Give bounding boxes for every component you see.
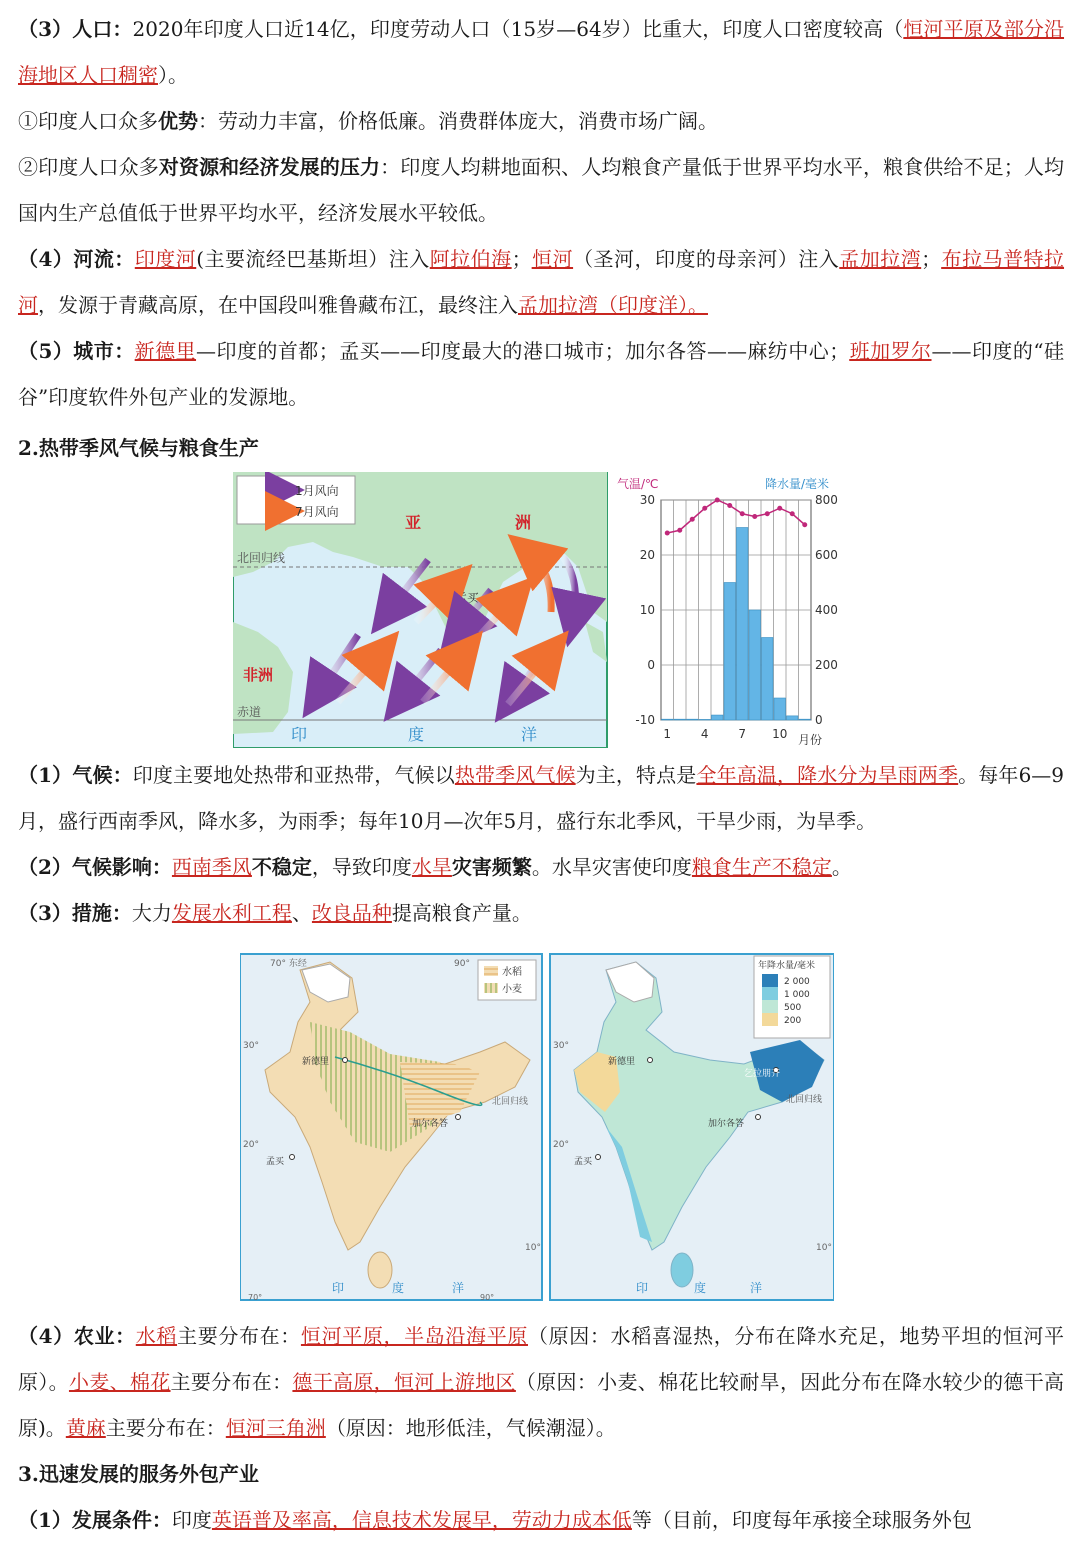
temperature-point	[665, 531, 670, 536]
section-2-heading: 2.热带季风气候与粮食生产	[18, 436, 259, 460]
precipitation-bar	[737, 528, 749, 721]
population-paragraph: （3）人口：2020年印度人口近14亿，印度劳动人口（15岁—64岁）比重大，印度人口密度较高（恒河平原及部分沿海地区人口稠密）。	[18, 17, 1065, 87]
impact-paragraph: （2）气候影响：西南季风不稳定，导致印度水旱灾害频繁。水旱灾害使印度粮食生产不稳定。	[18, 855, 852, 879]
ocean-label-3: 洋	[452, 1281, 465, 1295]
lat10-label: 10°	[816, 1243, 832, 1253]
y-left-tick-label: -10	[635, 713, 655, 727]
climate-chart	[617, 476, 838, 747]
legend-wheat-swatch	[484, 983, 498, 993]
rivers-paragraph: （4）河流：印度河(主要流经巴基斯坦）注入阿拉伯海；恒河（圣河，印度的母亲河）注入孟加拉湾；布拉马普特拉河，发源于青藏高原，在中国段叫雅鲁藏布江，最终注入孟加拉湾（印度洋）。	[18, 247, 1065, 317]
agriculture-paragraph: （4）农业：水稻主要分布在：恒河平原，半岛沿海平原（原因：水稻喜湿热，分布在降水充足，地势平坦的恒河平原）。小麦、棉花主要分布在：德干高原，恒河上游地区（原因：小麦、棉花比较耐旱，因此分布在降水较少的德干高原)。黄麻主要分布在：恒河三角洲（原因：地形低洼，气候潮湿）。	[18, 1324, 1065, 1440]
temperature-point	[677, 528, 682, 533]
cherrapunji-label: 乞拉朋齐	[744, 1069, 781, 1079]
ocean-label-2: 度	[392, 1281, 405, 1295]
ocean-label-3: 洋	[750, 1281, 763, 1295]
precipitation-bar	[724, 583, 736, 721]
india-population-section	[18, 6, 1064, 420]
y-left-tick-label: 20	[639, 548, 655, 562]
legend-1000: 1 000	[784, 990, 810, 1000]
legend-swatch-2000	[762, 974, 778, 987]
legend-swatch-1000	[762, 987, 778, 1000]
climate-section	[18, 752, 1064, 936]
y-left-tick-label: 30	[639, 493, 655, 507]
legend-jul-label: 7月风向	[295, 505, 339, 519]
temperature-point	[702, 506, 707, 511]
temperature-point	[802, 522, 807, 527]
lat20-label: 20°	[553, 1140, 569, 1150]
legend-rice-label: 水稻	[502, 967, 522, 978]
x-tick-label: 7	[738, 727, 747, 741]
y-right-tick-label: 600	[815, 548, 838, 562]
population-label: （3）人口：	[18, 17, 133, 41]
precipitation-bar	[662, 719, 674, 720]
kolkata-dot	[456, 1115, 461, 1120]
temperature-point	[790, 511, 795, 516]
precipitation-bar	[687, 719, 699, 720]
ocean-label-1: 印	[332, 1281, 345, 1295]
temperature-point	[752, 514, 757, 519]
y-left-tick-label: 0	[647, 658, 655, 672]
mumbai-label: 孟买	[455, 591, 480, 605]
legend-2000: 2 000	[784, 977, 810, 987]
legend-200: 200	[784, 1016, 802, 1026]
ocean-label-3: 洋	[521, 725, 538, 744]
asia-label-2: 洲	[515, 513, 532, 532]
lat30-label: 30°	[243, 1041, 259, 1051]
legend-swatch-500	[762, 1000, 778, 1013]
legend-wheat-label: 小麦	[502, 984, 522, 995]
monsoon-figure	[233, 472, 846, 748]
india-maps-svg	[240, 952, 834, 1304]
y-right-tick-label: 800	[815, 493, 838, 507]
sri-lanka-crop	[368, 1252, 392, 1288]
precipitation-bar	[749, 610, 761, 720]
legend-500: 500	[784, 1003, 802, 1013]
climate-paragraph: （1）气候：印度主要地处热带和亚热带，气候以热带季风气候为主，特点是全年高温，降水分为旱雨两季。每年6—9月，盛行西南季风，降水多，为雨季；每年10月—次年5月，盛行东北季风，干旱少雨，为旱季。	[18, 763, 1065, 833]
population-advantage: ①印度人口众多优势：劳动力丰富，价格低廉。消费群体庞大，消费市场广阔。	[18, 109, 718, 133]
temperature-point	[777, 506, 782, 511]
kolkata-dot	[756, 1115, 761, 1120]
asia-label-1: 亚	[405, 513, 422, 532]
lat20-label: 20°	[243, 1140, 259, 1150]
y-left-tick-label: 10	[639, 603, 655, 617]
mumbai-dot	[448, 595, 454, 601]
africa-label: 非洲	[243, 666, 274, 684]
precipitation-bar	[774, 698, 786, 720]
temperature-point	[690, 517, 695, 522]
y-right-tick-label: 400	[815, 603, 838, 617]
ocean-label-1: 印	[636, 1281, 649, 1295]
temperature-point	[715, 498, 720, 503]
chart-xlabel: 月份	[798, 733, 823, 747]
x-tick-label: 1	[663, 727, 672, 741]
crop-map	[240, 954, 542, 1302]
temperature-point	[765, 511, 770, 516]
newdelhi-dot	[648, 1058, 653, 1063]
section-2	[18, 425, 1064, 471]
temperature-point	[740, 511, 745, 516]
lon90-label: 90°	[454, 959, 470, 969]
temperature-point	[727, 503, 732, 508]
chart-ylabel-left: 气温/℃	[617, 477, 659, 491]
measures-paragraph: （3）措施：大力发展水利工程、改良品种提高粮食产量。	[18, 901, 532, 925]
legend-jan-label: 1月风向	[295, 484, 339, 498]
mumbai-label: 孟买	[574, 1157, 593, 1167]
precipitation-bar	[799, 719, 811, 720]
x-tick-label: 4	[700, 727, 709, 741]
india-maps-figure	[240, 952, 834, 1304]
precipitation-bar	[712, 715, 724, 720]
population-density-answer: 恒河平原及部分沿海地区人口稠密	[18, 17, 1065, 87]
newdelhi-label: 新德里	[608, 1057, 636, 1067]
legend-swatch-200	[762, 1013, 778, 1026]
section-3-heading: 3.迅速发展的服务外包产业	[18, 1462, 259, 1486]
mumbai-dot	[290, 1155, 295, 1160]
rainfall-map	[550, 954, 834, 1300]
tropic-label: 北回归线	[492, 1097, 529, 1107]
ocean-label-2: 度	[408, 725, 425, 744]
precipitation-bar	[674, 719, 686, 720]
y-right-tick-label: 200	[815, 658, 838, 672]
bottom90-label: 90°	[480, 1293, 495, 1302]
precipitation-bar	[787, 716, 799, 720]
ocean-label-2: 度	[694, 1281, 707, 1295]
mumbai-dot	[596, 1155, 601, 1160]
kolkata-label: 加尔各答	[708, 1119, 745, 1129]
population-pressure: ②印度人口众多对资源和经济发展的压力：印度人均耕地面积、人均粮食产量低于世界平均水平，粮食供给不足；人均国内生产总值低于世界平均水平，经济发展水平较低。	[18, 155, 1065, 225]
ocean-label-1: 印	[291, 725, 308, 744]
lon70-label: 70° 东经	[270, 959, 307, 969]
tropic-label: 北回归线	[786, 1095, 823, 1105]
equator-label: 赤道	[237, 705, 262, 719]
monsoon-map-svg	[233, 472, 846, 748]
mumbai-label: 孟买	[266, 1157, 285, 1167]
y-right-tick-label: 0	[815, 713, 823, 727]
legend-rice-swatch	[484, 966, 498, 976]
kolkata-label: 加尔各答	[412, 1119, 449, 1129]
precipitation-bar	[699, 719, 711, 720]
bottom70-label: 70°	[248, 1293, 263, 1302]
newdelhi-label: 新德里	[302, 1057, 330, 1067]
outsourcing-paragraph: （1）发展条件：印度英语普及率高，信息技术发展早，劳动力成本低等（目前，印度每年承接全球服务外包	[18, 1508, 972, 1532]
sri-lanka-rain	[671, 1253, 693, 1287]
tropic-label: 北回归线	[237, 551, 286, 565]
x-tick-label: 10	[772, 727, 788, 741]
lat30-label: 30°	[553, 1041, 569, 1051]
lat10-label: 10°	[525, 1243, 541, 1253]
precipitation-bar	[762, 638, 774, 721]
chart-ylabel-right: 降水量/毫米	[765, 477, 830, 491]
newdelhi-dot	[343, 1058, 348, 1063]
rain-legend-title: 年降水量/毫米	[758, 961, 816, 971]
agriculture-section	[18, 1313, 1064, 1543]
cities-paragraph: （5）城市：新德里—印度的首都；孟买——印度最大的港口城市；加尔各答——麻纺中心；班加罗尔——印度的“硅谷”印度软件外包产业的发源地。	[18, 339, 1065, 409]
